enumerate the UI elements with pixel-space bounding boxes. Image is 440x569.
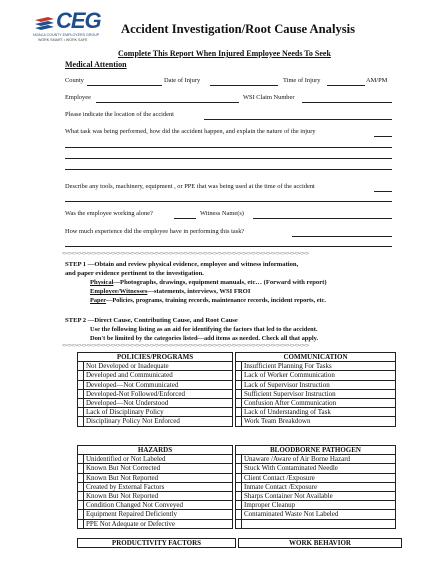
- communication-item: Insufficient Planning For Tasks: [242, 362, 396, 371]
- productivity-header: PRODUCTIVITY FACTORS: [78, 539, 236, 548]
- policy-item: Developed and Communicated: [84, 371, 233, 380]
- location-label: Please indicate the location of the accident: [65, 111, 174, 118]
- policies-header: POLICIES/PROGRAMS: [78, 353, 233, 362]
- page-title: Accident Investigation/Root Cause Analysis: [121, 22, 356, 36]
- work-behavior-header: WORK BEHAVIOR: [239, 539, 402, 548]
- paper-label: Paper: [90, 297, 107, 304]
- communication-item: Work Team Breakdown: [242, 417, 396, 426]
- bloodborne-item: Stuck With Contaminated Needle: [242, 464, 396, 473]
- wsi-claim-label: WSI Claim Number: [243, 94, 295, 101]
- tools-line-2[interactable]: [65, 201, 392, 202]
- witness-field[interactable]: [253, 218, 392, 219]
- hazard-item: Known But Not Corrected: [84, 464, 233, 473]
- step2-line-1: STEP 2 —Direct Cause, Contributing Cause, and Root Cause: [65, 317, 238, 324]
- employee-field[interactable]: [96, 102, 239, 103]
- subtitle-line-2: Medical Attention: [65, 60, 127, 69]
- subtitle-line-1: Complete This Report When Injured Employee Needs To Seek: [118, 49, 331, 58]
- step1-line-1: STEP 1 —Obtain and review physical evidence, employee and witness information,: [65, 261, 299, 268]
- policy-item: Developed—Not Communicated: [84, 380, 233, 389]
- bloodborne-item: Sharps Container Not Available: [242, 491, 396, 500]
- date-of-injury-label: Date of Injury: [164, 77, 201, 84]
- step1-paper: [90, 297, 326, 304]
- task-label: What task was being performed, how did the accident happen, and explain the nature of the injury: [65, 128, 316, 135]
- policy-item: Disciplinary Policy Not Enforced: [84, 417, 233, 426]
- communication-item: Confusion After Communication: [242, 398, 396, 407]
- logo-tagline: WORK SMART • WORK SAFE: [38, 38, 88, 42]
- hazards-header: HAZARDS: [78, 446, 233, 455]
- location-field[interactable]: [204, 119, 392, 120]
- wsi-claim-field[interactable]: [302, 102, 392, 103]
- step1-physical: [90, 279, 327, 286]
- hazards-bloodborne-table: [77, 445, 396, 529]
- task-line-2[interactable]: [65, 147, 392, 148]
- tools-field[interactable]: [374, 191, 392, 192]
- employee-witnesses-text: —statements, interviews, WSI FROI: [147, 288, 251, 295]
- hazard-item: Unidentified or Not Labeled: [84, 455, 233, 464]
- separator-1: <><><><><><><><><><><><><><><><><><><><><><><><><><><><><><><><><><><><><><><><><><><><><><><><><><><>: [62, 252, 309, 257]
- communication-item: Lack of Understanding of Task: [242, 408, 396, 417]
- task-field[interactable]: [374, 136, 392, 137]
- productivity-behavior-table: [77, 538, 402, 548]
- physical-label: Physical: [90, 279, 114, 286]
- policy-item: Not Developed or Inadequate: [84, 362, 233, 371]
- bloodborne-item: Unaware /Aware of Air Borne Hazard: [242, 455, 396, 464]
- separator-2: <><><><><><><><><><><><><><><><><><><><><><><><><><><><><><><><><><><><><><><><><><><><><><><><><><><>: [62, 344, 309, 349]
- step1-employee: [90, 288, 250, 295]
- logo-subtitle: NOACA COUNTY EMPLOYERS GROUP: [33, 33, 100, 37]
- bloodborne-item: Improper Cleanup: [242, 501, 396, 510]
- task-line-3[interactable]: [65, 158, 392, 159]
- witness-label: Witness Name(s): [200, 210, 244, 217]
- policy-item: Developed-Not Followed/Enforced: [84, 389, 233, 398]
- bloodborne-item: Client Contact /Exposure: [242, 473, 396, 482]
- am-pm-label: AM/PM: [366, 77, 388, 84]
- step2-line-3: Don't be limited by the categories listed—add items as needed. Check all that apply.: [90, 335, 319, 342]
- communication-item: Lack of Worker Communication: [242, 371, 396, 380]
- bloodborne-item: [242, 519, 396, 528]
- bloodborne-item: Inmate Contact /Exposure: [242, 482, 396, 491]
- communication-item: Sufficient Supervisor Instruction: [242, 389, 396, 398]
- policies-communication-table: [77, 352, 396, 427]
- experience-line-2[interactable]: [65, 246, 392, 247]
- policy-item: Lack of Disciplinary Policy: [84, 408, 233, 417]
- tools-label: Describe any tools, machinery, equipment , or PPE that was being used at the time of the accident: [65, 183, 315, 190]
- hazard-item: PPE Not Adequate or Defective: [84, 519, 233, 528]
- date-of-injury-field[interactable]: [210, 85, 278, 86]
- physical-text: —Photographs, drawings, equipment manuals, etc… (Forward with report): [113, 279, 327, 286]
- experience-label: How much experience did the employee have in performing this task?: [65, 228, 245, 235]
- alone-field[interactable]: [174, 218, 196, 219]
- paper-text: —Policies, programs, training records, maintenance records, incident reports, etc.: [106, 297, 326, 304]
- hazard-item: Condition Changed Not Conveyed: [84, 501, 233, 510]
- communication-item: Lack of Supervisor Instruction: [242, 380, 396, 389]
- logo-name: CEG: [56, 8, 101, 33]
- communication-header: COMMUNICATION: [236, 353, 396, 362]
- step2-line-2: Use the following listing as an aid for identifying the factors that led to the accident.: [90, 326, 318, 333]
- hazard-item: Known But Not Reported: [84, 491, 233, 500]
- county-field[interactable]: [87, 85, 162, 86]
- alone-label: Was the employee working alone?: [65, 210, 153, 217]
- bloodborne-item: Contaminated Waste Not Labeled: [242, 510, 396, 519]
- time-of-injury-field[interactable]: [327, 85, 365, 86]
- employee-witnesses-label: Employee/Witnesses: [90, 288, 148, 295]
- hazard-item: Equipment Repaired Deficiently: [84, 510, 233, 519]
- hazard-item: Known But Not Reported: [84, 473, 233, 482]
- logo-mark-icon: [34, 16, 56, 30]
- policy-item: Developed—Not Understood: [84, 398, 233, 407]
- bloodborne-header: BLOODBORNE PATHOGEN: [236, 446, 396, 455]
- employee-label: Employee: [65, 94, 91, 101]
- step1-line-2: and paper evidence pertinent to the investigation.: [65, 270, 204, 277]
- hazard-item: Created by External Factors: [84, 482, 233, 491]
- time-of-injury-label: Time of Injury: [283, 77, 321, 84]
- county-label: County: [65, 77, 84, 84]
- task-line-4[interactable]: [65, 169, 392, 170]
- experience-field[interactable]: [292, 236, 392, 237]
